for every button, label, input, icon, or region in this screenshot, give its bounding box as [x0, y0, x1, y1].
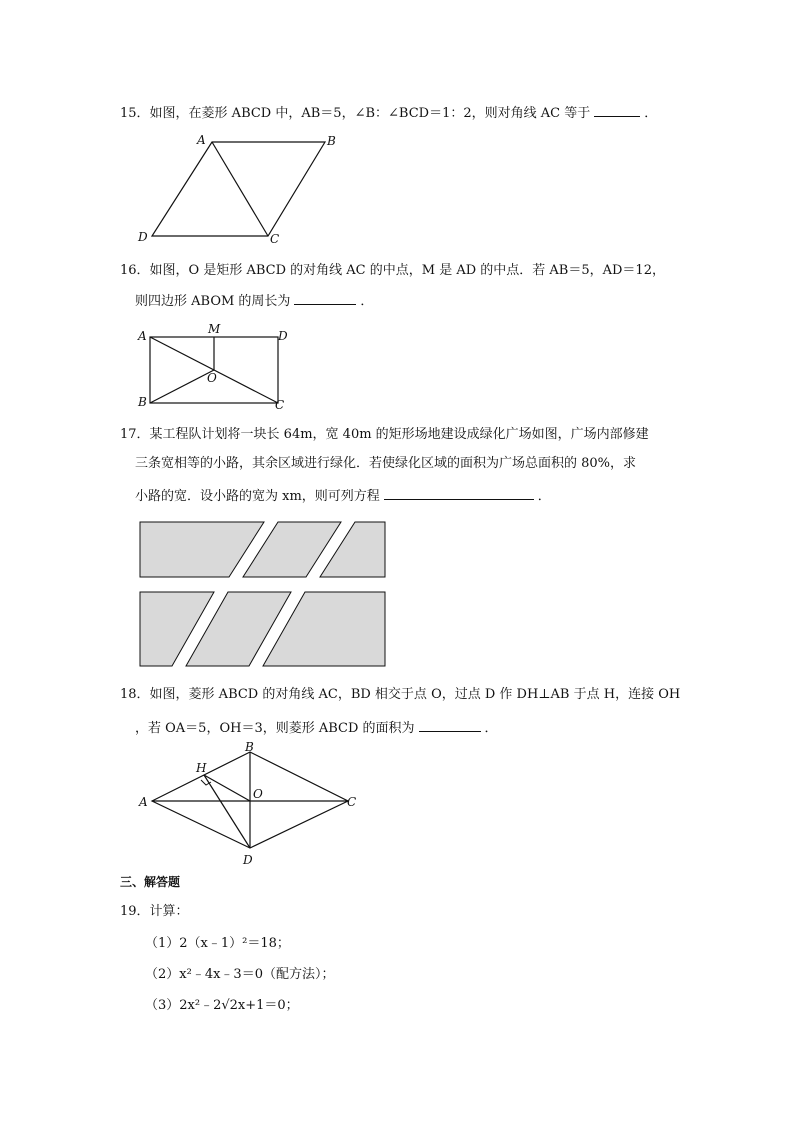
q16-label-m: M: [208, 322, 221, 336]
q17-green-areas: [140, 522, 385, 666]
q18-rhombus-figure: [135, 740, 375, 870]
q15-label-d: D: [138, 230, 148, 244]
q18-label-c: C: [347, 795, 357, 809]
q16-end: ．: [360, 294, 374, 309]
q19-title: 19．计算：: [120, 904, 189, 919]
q16-label-a: A: [138, 329, 147, 343]
q18-text-line1: [120, 687, 680, 703]
q15-label-b: B: [327, 134, 336, 148]
q17-question-line2: 三条宽相等的小路，其余区域进行绿化．若使绿化区域的面积为广场总面积的 80%，求: [135, 456, 637, 471]
q15-question: 15．如图，在菱形 ABCD 中，AB＝5，∠B：∠BCD＝1：2，则对角线 AC 等于: [120, 106, 591, 121]
q17-question-line3: 小路的宽．设小路的宽为 xm，则可列方程: [135, 489, 380, 504]
q17-plaza-figure: [138, 520, 388, 670]
q15-answer-blank[interactable]: [594, 104, 640, 117]
q16-text-line2: [135, 292, 373, 310]
q16-label-c: C: [275, 398, 285, 412]
q18-text-line2: [135, 719, 498, 737]
q18-label-b: B: [245, 740, 254, 754]
q18-label-o: O: [253, 787, 263, 801]
q17-question-line1: 17．某工程队计划将一块长 64m，宽 40m 的矩形场地建设成绿化广场如图，广场内部修建: [120, 427, 649, 442]
q18-label-d: D: [243, 853, 253, 867]
q16-segment-bo: [150, 370, 214, 403]
q15-label-a: A: [197, 133, 206, 147]
q18-answer-blank[interactable]: [419, 719, 481, 732]
q15-label-c: C: [270, 232, 280, 246]
q18-question-line2: ，若 OA＝5，OH＝3，则菱形 ABCD 的面积为: [135, 721, 415, 736]
q18-label-a: A: [139, 795, 148, 809]
q17-end: ．: [537, 489, 551, 504]
q17-green-area-1: [140, 522, 264, 577]
q16-rectangle-figure: [135, 320, 295, 410]
q17-text-line3: [135, 487, 551, 505]
q17-text-line1: [120, 427, 649, 443]
section-title: 三、解答题: [120, 875, 181, 889]
q19-item-3: （3）2x²﹣2√2x+1＝0；: [145, 998, 299, 1013]
q18-segment-oh: [204, 775, 250, 801]
q16-text-line1: [120, 263, 665, 279]
q15-diagonal-ac: [212, 142, 268, 236]
q16-question-line2: 则四边形 ABOM 的周长为: [135, 294, 291, 309]
q16-label-b: B: [138, 395, 147, 409]
q16-label-d: D: [278, 329, 288, 343]
q15-end: ．: [644, 106, 658, 121]
q19-item-2: （2）x²﹣4x﹣3＝0（配方法）；: [145, 967, 335, 982]
q15-rhombus: [152, 142, 325, 236]
q17-text-line2: [135, 456, 636, 472]
q18-label-h: H: [196, 761, 207, 775]
q16-question-line1: 16．如图，O 是矩形 ABCD 的对角线 AC 的中点，M 是 AD 的中点．若 AB＝5，AD＝12，: [120, 263, 665, 278]
q16-answer-blank[interactable]: [294, 292, 356, 305]
q19-item-1: （1）2（x﹣1）²＝18；: [145, 936, 290, 951]
q17-answer-blank[interactable]: [384, 487, 534, 500]
q16-label-o: O: [207, 371, 217, 385]
q15-text: [120, 104, 657, 122]
q15-rhombus-figure: [130, 132, 370, 244]
q18-end: ．: [484, 721, 498, 736]
q18-question-line1: 18．如图，菱形 ABCD 的对角线 AC，BD 相交于点 O，过点 D 作 DH⊥AB 于点 H，连接 OH: [120, 687, 681, 702]
